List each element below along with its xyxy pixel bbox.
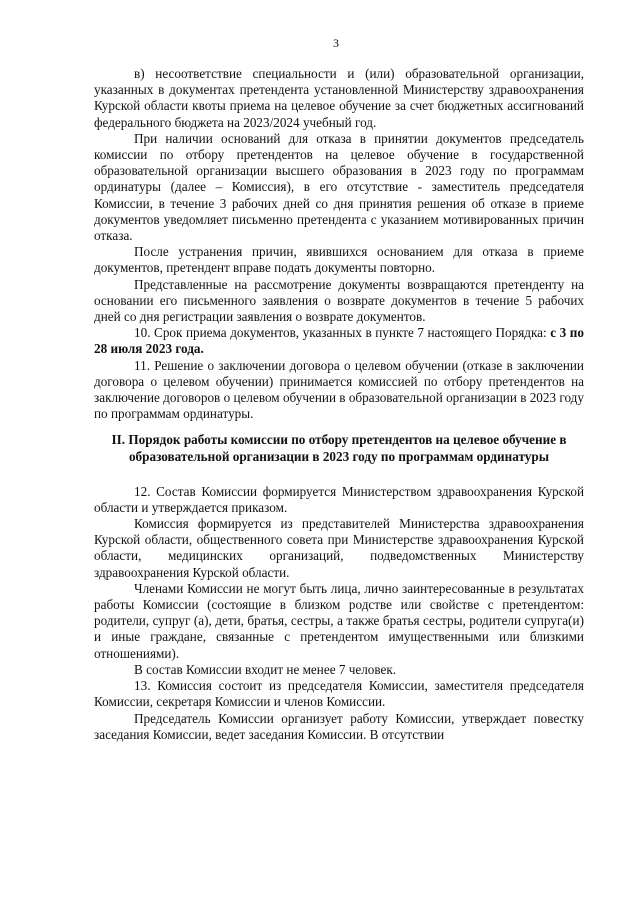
document-page bbox=[94, 36, 584, 743]
paragraph-incompatibility: в) несоответствие специальности и (или) образовательной организации, указанных в документах претендента установленной Министерству здравоохранения Курской области квоты приема на целевое обучение за счет бюджетных ассигнований федерального бюджета на 2023/2024 учебный год. bbox=[94, 66, 584, 130]
paragraph-refusal-grounds: При наличии оснований для отказа в принятии документов председатель комиссии по отбору претендентов на целевое обучение в государственной образовательной организации высшего образования в 2023 году по программам ординатуры (далее – Комиссия), в его отсутствие - заместитель председателя Комиссии, в течение 3 рабочих дней со дня принятия решения об отказе в приеме документов уведомляет письменно претендента с указанием мотивированных причин отказа. bbox=[94, 130, 584, 244]
paragraph-commission-members-restriction: Членами Комиссии не могут быть лица, лично заинтересованные в результатах работы Комиссии (состоящие в близком родстве или свойстве с претендентом: родители, супруг (а), дети, братья, сестры, а также братья сестры, родители супруга(и) и иные граждане, связанные с претендентом имущественными или близкими отношениями). bbox=[94, 580, 584, 661]
item-13: 13. Комиссия состоит из председателя Комиссии, заместителя председателя Комиссии, секретаря Комиссии и членов Комиссии. bbox=[94, 678, 584, 710]
page-number: 3 bbox=[333, 36, 339, 50]
paragraph-resubmission: После устранения причин, явившихся основанием для отказа в приеме документов, претендент вправе подать документы повторно. bbox=[94, 244, 584, 276]
item-12: 12. Состав Комиссии формируется Министерством здравоохранения Курской области и утверждается приказом. bbox=[94, 483, 584, 515]
section-heading: II. Порядок работы комиссии по отбору претендентов на целевое обучение в образовательной организации в 2023 году по программам ординатуры bbox=[111, 432, 567, 465]
paragraph-chairman-duties: Председатель Комиссии организует работу Комиссии, утверждает повестку заседания Комиссии, ведет заседания Комиссии. В отсутствии bbox=[94, 710, 584, 742]
paragraph-documents-return: Представленные на рассмотрение документы возвращаются претенденту на основании его письменного заявления о возврате документов в течение 5 рабочих дней со дня регистрации заявления о возврате документов. bbox=[94, 276, 584, 325]
item-10-text: 10. Срок приема документов, указанных в пункте 7 настоящего Порядка: bbox=[134, 325, 551, 341]
item-10-dates: с 3 по 28 июля 2023 года. bbox=[94, 325, 584, 357]
item-10 bbox=[94, 325, 584, 357]
item-11: 11. Решение о заключении договора о целевом обучении (отказе в заключении договора о целевом обучении) принимается комиссией по отбору претендентов на заключение договоров о целевом обучении в образовательной организации в 2023 году по программам ординатуры. bbox=[94, 357, 584, 422]
paragraph-commission-formation: Комиссия формируется из представителей Министерства здравоохранения Курской области, общественного совета при Министерстве здравоохранения Курской области, медицинских организаций, подведомственных Министерству здравоохранения Курской области. bbox=[94, 516, 584, 580]
paragraph-commission-size: В состав Комиссии входит не менее 7 человек. bbox=[134, 661, 397, 677]
